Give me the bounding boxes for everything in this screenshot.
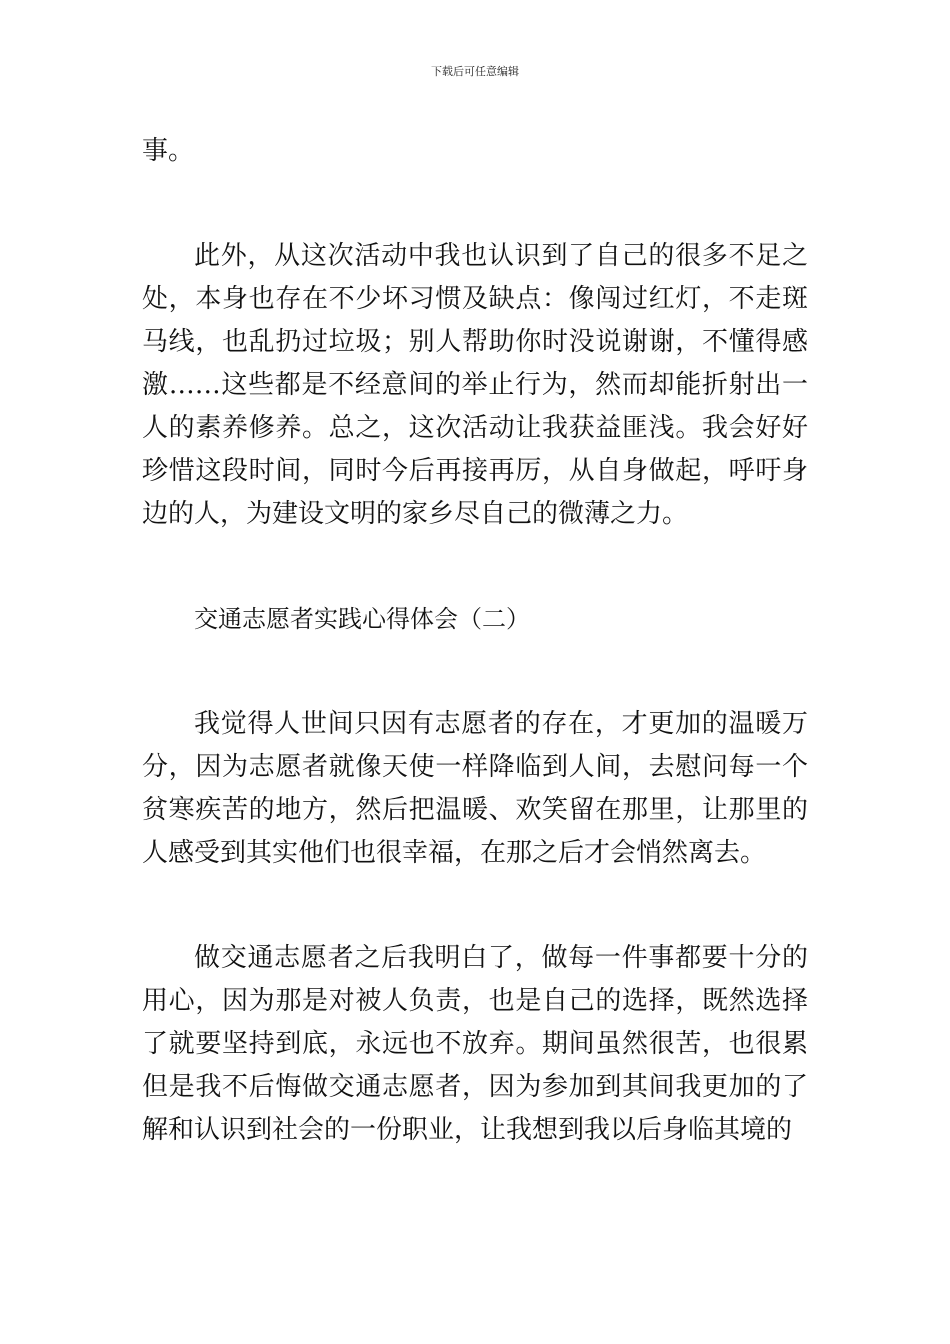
document-body (142, 130, 808, 1152)
paragraph-experience: 做交通志愿者之后我明白了，做每一件事都要十分的用心，因为那是对被人负责，也是自己的选择，既然选择了就要坚持到底，永远也不放弃。期间虽然很苦，也很累但是我不后悔做交通志愿者，因为参加到其间我更加的了解和认识到社会的一份职业，让我想到我以后身临其境的 (142, 943, 808, 1145)
paragraph-reflection: 此外，从这次活动中我也认识到了自己的很多不足之处，本身也存在不少坏习惯及缺点：像闯过红灯，不走斑马线，也乱扔过垃圾；别人帮助你时没说谢谢，不懂得感激……这些都是不经意间的举止行为，然而却能折射出一人的素养修养。总之，这次活动让我获益匪浅。我会好好珍惜这段时间，同时今后再接再厉，从自身做起，呼吁身边的人，为建设文明的家乡尽自己的微薄之力。 (142, 241, 808, 529)
section-heading: 交通志愿者实践心得体会（二） (194, 605, 530, 633)
paragraph-gap (142, 536, 808, 598)
paragraph-gap (142, 173, 808, 235)
paragraph-volunteers: 我觉得人世间只因有志愿者的存在，才更加的温暖万分，因为志愿者就像天使一样降临到人间，去慰问每一个贫寒疾苦的地方，然后把温暖、欢笑留在那里，让那里的人感受到其实他们也很幸福，在那之后才会悄然离去。 (142, 709, 808, 868)
paragraph-gap (142, 875, 808, 937)
paragraph-gap (142, 641, 808, 703)
paragraph-continuation: 事。 (142, 136, 195, 166)
page-header: 下载后可任意编辑 (431, 65, 519, 78)
